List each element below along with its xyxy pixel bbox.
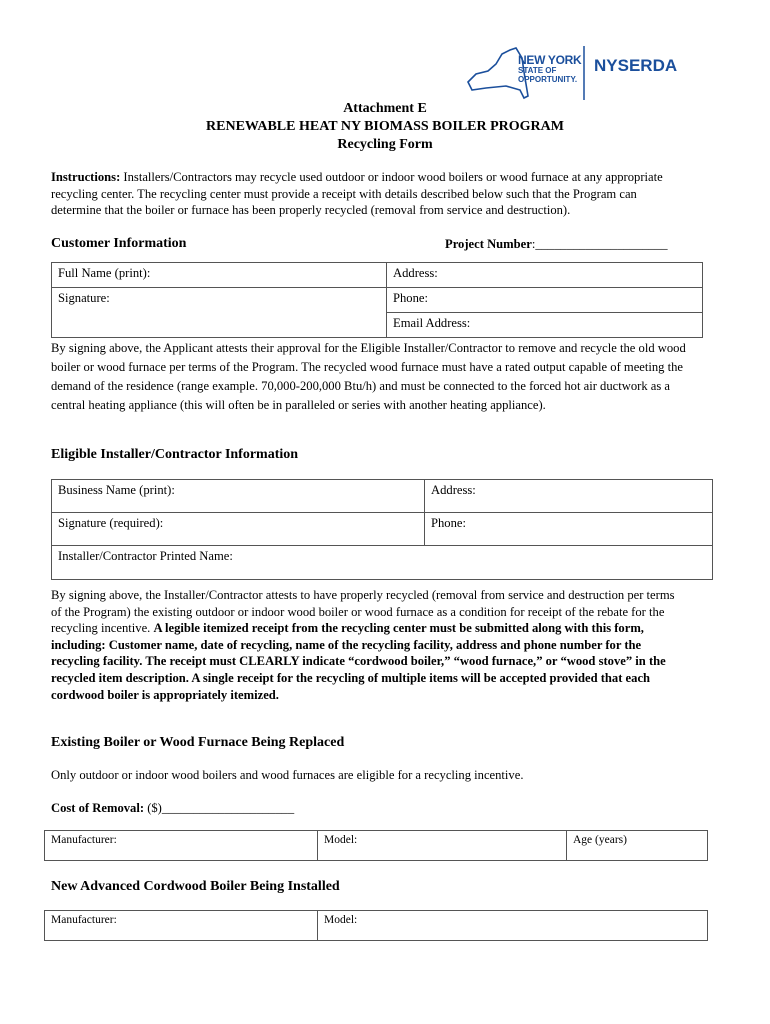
instructions bbox=[51, 169, 676, 219]
cost-of-removal-blank[interactable]: ($)_____________________ bbox=[144, 801, 295, 815]
logo-brand-nyserda: NYSERDA bbox=[594, 56, 678, 75]
business-name-field[interactable]: Business Name (print): bbox=[52, 480, 425, 513]
installer-phone-field[interactable]: Phone: bbox=[425, 513, 713, 546]
new-model-field[interactable]: Model: bbox=[318, 911, 708, 941]
nyserda-logo bbox=[466, 44, 686, 102]
existing-boiler-note: Only outdoor or indoor wood boilers and wood furnaces are eligible for a recycling incentive. bbox=[51, 768, 524, 782]
project-number-label: Project Number bbox=[445, 237, 532, 251]
instructions-label: Instructions: bbox=[51, 170, 121, 184]
project-number-blank[interactable]: :_____________________ bbox=[531, 237, 668, 251]
existing-age-field[interactable]: Age (years) bbox=[567, 831, 708, 861]
customer-table bbox=[51, 262, 703, 338]
customer-heading: Customer Information bbox=[51, 236, 187, 251]
customer-phone-field[interactable]: Phone: bbox=[387, 288, 703, 313]
installer-heading: Eligible Installer/Contractor Information bbox=[51, 447, 299, 462]
installer-attest-bold: A legible itemized receipt from the recycling center must be submitted along with this form, including: Customer name, date of recycling, name of the recycling facility, address and phone number for the recycling facility. The receipt must CLEARLY indicate “cordwood boiler,” “wood furnace,” or “wood stove” in the recycled item description. A single receipt for the recycling of multiple items will be accepted provided that each cordwood boiler is appropriately itemized. bbox=[51, 621, 666, 702]
existing-manufacturer-field[interactable]: Manufacturer: bbox=[45, 831, 318, 861]
existing-boiler-heading: Existing Boiler or Wood Furnace Being Replaced bbox=[51, 735, 345, 750]
installer-printed-name-field[interactable]: Installer/Contractor Printed Name: bbox=[52, 546, 713, 580]
installer-address-field[interactable]: Address: bbox=[425, 480, 713, 513]
new-boiler-table bbox=[44, 910, 708, 941]
installer-table bbox=[51, 479, 713, 580]
program-title: RENEWABLE HEAT NY BIOMASS BOILER PROGRAM bbox=[206, 119, 564, 134]
existing-boiler-table bbox=[44, 830, 708, 861]
new-manufacturer-field[interactable]: Manufacturer: bbox=[45, 911, 318, 941]
customer-address-field[interactable]: Address: bbox=[387, 263, 703, 288]
cost-of-removal[interactable] bbox=[51, 800, 294, 817]
logo-line-new-york: NEW YORK bbox=[518, 53, 582, 67]
customer-signature-field[interactable]: Signature: bbox=[52, 288, 387, 338]
project-number[interactable] bbox=[445, 237, 668, 252]
new-boiler-heading: New Advanced Cordwood Boiler Being Installed bbox=[51, 879, 340, 894]
form-title: Recycling Form bbox=[337, 137, 433, 152]
installer-attest-plain: By signing above, the Installer/Contractor attests to have properly recycled (removal from service and destruction per terms of the Program) the existing outdoor or indoor wood boiler or wood furnace as a condition for receipt of the rebate for the recycling incentive. bbox=[51, 588, 675, 636]
instructions-text: Installers/Contractors may recycle used outdoor or indoor wood boilers or wood furnace at any appropriate recycling center. The recycling center must provide a receipt with details described below such that the Program can determine that the boiler or furnace has been properly recycled (removal from service and destruction). bbox=[51, 170, 663, 218]
customer-email-field[interactable]: Email Address: bbox=[387, 313, 703, 338]
existing-model-field[interactable]: Model: bbox=[318, 831, 567, 861]
attachment-label: Attachment E bbox=[343, 101, 427, 116]
installer-attestation bbox=[51, 587, 683, 703]
logo-line-opportunity: OPPORTUNITY. bbox=[518, 75, 578, 84]
installer-signature-field[interactable]: Signature (required): bbox=[52, 513, 425, 546]
full-name-field[interactable]: Full Name (print): bbox=[52, 263, 387, 288]
cost-of-removal-label: Cost of Removal: bbox=[51, 801, 145, 815]
logo-line-state-of: STATE OF bbox=[518, 66, 557, 75]
customer-attestation: By signing above, the Applicant attests their approval for the Eligible Installer/Contractor to remove and recycle the old wood boiler or wood furnace per terms of the Program. The recycled wood furnace must have a rated output capable of meeting the demand of the residence (range example. 70,000-200,000 Btu/h) and must be connected to the forced hot air ductwork as a central heating appliance (this will often be in paralleled or series with another heating appliance). bbox=[51, 341, 686, 412]
